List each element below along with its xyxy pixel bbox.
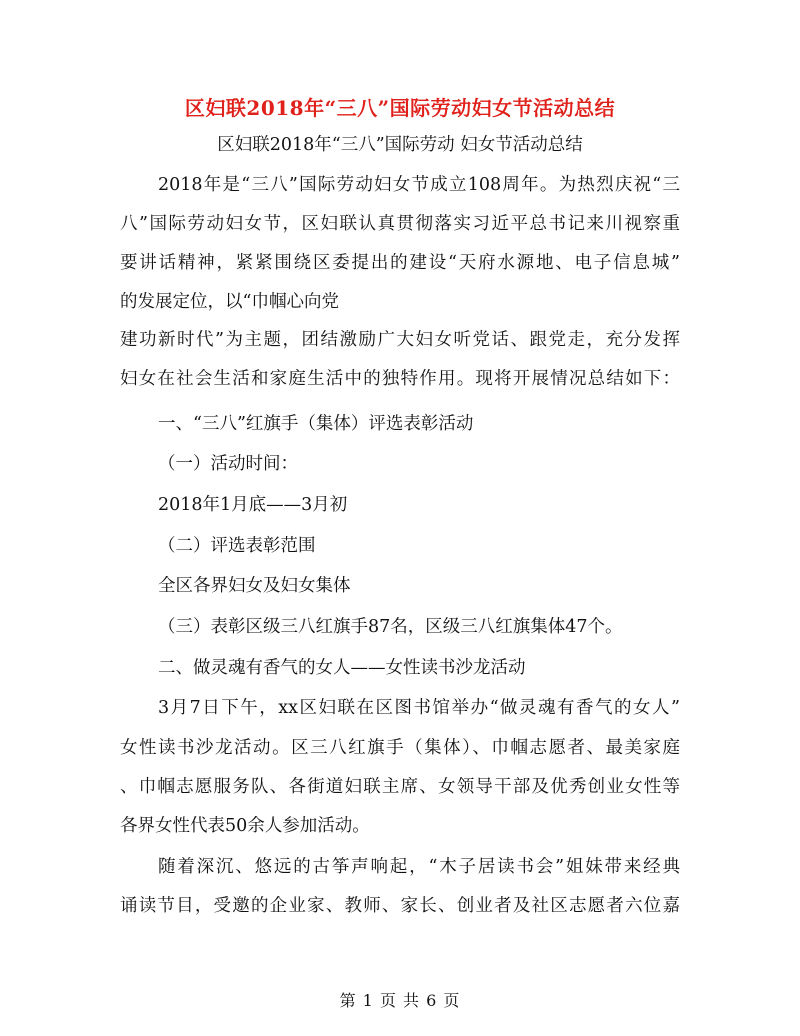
paragraph-line: 3月7日下午，xx区妇联在区图书馆举办“做灵魂有香气的女人” [158,698,680,718]
paragraph-line: 、巾帼志愿服务队、各街道妇联主席、女领导干部及优秀创业女性等 [120,777,680,797]
subsection-heading: （三）表彰区级三八红旗手87名，区级三八红旗集体47个。 [158,617,623,637]
page-footer: 第 1 页 共 6 页 [339,991,461,1010]
subsection-heading: （一）活动时间： [158,454,298,474]
paragraph-line: 2018年是“三八”国际劳动妇女节成立108周年。为热烈庆祝“三 [158,175,680,195]
paragraph-line: 全区各界妇女及妇女集体 [158,576,351,596]
paragraph-line: 妇女在社会生活和家庭生活中的独特作用。现将开展情况总结如下： [120,369,680,389]
section-heading: 一、“三八”红旗手（集体）评选表彰活动 [158,414,474,434]
paragraph-line: 女性读书沙龙活动。区三八红旗手（集体）、巾帼志愿者、最美家庭 [120,738,680,758]
paragraph-line: 诵读节目，受邀的企业家、教师、家长、创业者及社区志愿者六位嘉 [120,896,680,916]
subsection-heading: （二）评选表彰范围 [158,536,316,556]
paragraph-line: 的发展定位，以“巾帼心向党 [120,292,339,312]
section-heading: 二、做灵魂有香气的女人——女性读书沙龙活动 [158,658,526,678]
paragraph-line: 2018年1月底——3月初 [158,495,348,515]
paragraph-line: 各界女性代表50余人参加活动。 [120,816,370,836]
paragraph-line: 建功新时代”为主题，团结激励广大妇女听党话、跟党走，充分发挥 [120,330,680,350]
subtitle-line: 区妇联2018年“三八”国际劳动 妇女节活动总结 [217,135,583,155]
paragraph-line: 要讲话精神，紧紧围绕区委提出的建设“天府水源地、电子信息城” [120,253,680,273]
document-title: 区妇联2018年“三八”国际劳动妇女节活动总结 [184,96,616,120]
paragraph-line: 八”国际劳动妇女节，区妇联认真贯彻落实习近平总书记来川视察重 [120,214,680,234]
paragraph-line: 随着深沉、悠远的古筝声响起，“木子居读书会”姐妹带来经典 [158,857,680,877]
